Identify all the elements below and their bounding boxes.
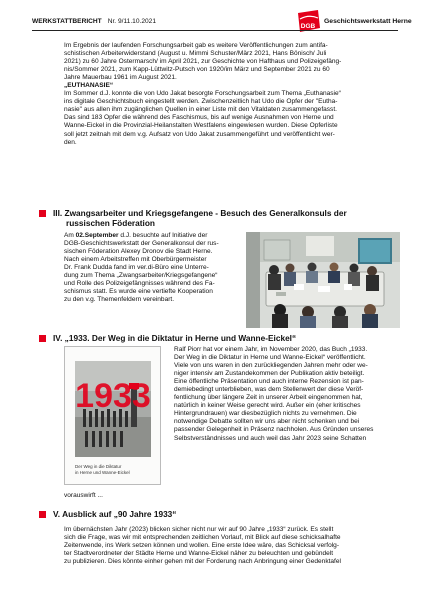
heading-line: III. Zwangsarbeiter und Kriegsgefangene - Besuch des Generalkonsuls der: [53, 208, 347, 218]
text-line: Das sind 183 Opfer die während des Faschismus, bis auf wenige Ausnahmen von Herne und: [64, 114, 334, 122]
book-paragraph-closing: [64, 492, 398, 500]
text-line: und Rolle des Polizeigefängnisses während des Fa-: [64, 280, 215, 288]
text-line: Eine öffentliche Präsentation und auch interne Rezension ist pan-: [174, 378, 364, 386]
text-line: vorauswirft ...: [64, 492, 103, 499]
text-line: sischen Föderation Alexey Dronov die Stadt Herne.: [64, 248, 213, 256]
text-line: fentlichung über längere Zeit in unserer Arbeit eingenommen hat,: [174, 394, 363, 402]
text-line: sich die Frage, was wir mit entsprechenden zeitlichen Vorlauf, mit Blick auf diese schicksalhafte: [64, 534, 341, 542]
organization-name: Geschichtswerkstatt Herne: [324, 18, 412, 25]
text-line: ter Stadtverordneter der Städte Herne und Wanne-Eickel näher zu beleuchten und gebündelt: [64, 550, 334, 558]
consul-visit-paragraph: [64, 232, 244, 304]
section-bullet: [39, 511, 46, 518]
intro-paragraph: [64, 42, 398, 147]
header-divider: [32, 30, 398, 31]
text-line: Viele von uns waren in den zurückliegenden Jahren mehr oder we-: [174, 362, 368, 370]
book-cover-illustration: [65, 347, 161, 485]
meeting-photo: [246, 232, 400, 328]
text-line: 2021) zu 60 Jahre Ostermarsch/ im April 2021, zur Geschichte von Hafthaus und Polizeigefäng-: [64, 58, 342, 66]
issue-number: Nr. 9/11.10.2021: [107, 18, 156, 25]
text-line: zu publizieren. Dies könnte einher gehen mit der Forderung nach Anbringung einer Gedenktafel: [64, 558, 341, 566]
section-bullet: [39, 335, 46, 342]
meeting-photo-illustration: [246, 232, 400, 328]
outlook-paragraph: [64, 526, 398, 566]
text-line: DGB-Geschichtswerkstatt der Generalkonsul der rus-: [64, 240, 219, 248]
text-line: Nach einem Arbeitstreffen mit Oberbürgermeister: [64, 256, 207, 264]
logo-text: DGB: [300, 23, 316, 30]
report-title: WERKSTATTBERICHT: [32, 18, 102, 25]
text-line: demiebedingt unterblieben, was dem Stellenwert der diese Veröf-: [174, 386, 364, 394]
text-line: Der Weg in die Diktatur in Herne und Wanne-Eickel“ veröffentlicht.: [174, 354, 366, 362]
section-heading-zwangsarbeiter: [39, 208, 399, 229]
text-line: Selbstverständnisses und auch weil das Jahr 2023 seine Schatten: [174, 434, 367, 442]
text-line: schistischen Arbeiterwiderstand (August u. Mimmi Schuster/März 2021, Hans Bönisch/ Juli: [64, 50, 327, 58]
text-line: nasie" aus allen ihm zugänglichen Quellen in einer Liste mit den Vitaldaten zusammengefasst.: [64, 106, 337, 114]
heading-line: IV. „1933. Der Weg in die Diktatur in Herne und Wanne-Eickel“: [53, 333, 297, 343]
text-line: soll jetzt zeitnah mit dem v.g. Aufsatz von Udo Jakat zusammengeführt und veröffentlicht wer-: [64, 130, 335, 138]
text-line: passender Gelegenheit in Präsenz nachholen. Aus Gründen unseres: [174, 426, 374, 434]
book-cover-1933: [64, 346, 161, 485]
visit-date: 02.September: [75, 232, 119, 239]
text-fragment: d.J. besuchte auf Initiative der: [118, 232, 208, 239]
text-line: niger intensiv am Zustandekommen der Publikation aktiv beteiligt.: [174, 370, 365, 378]
book-caption-line: Der Weg in die Diktatur: [75, 464, 122, 469]
text-line: Im übernächsten Jahr (2023) blicken sicher nicht nur wir auf 90 Jahre „1933“ zurück. Es stellt: [64, 526, 334, 533]
text-line: ins digitale Geschichtsbuch eingestellt werden. Zwischenzeitlich hat Udo die Opfer der "Eutha-: [64, 98, 338, 106]
section-bullet: [39, 210, 46, 217]
text-line: dung zum Thema „Zwangsarbeiter/Kriegsgefangene“: [64, 272, 218, 280]
heading-line: russischen Föderation: [66, 218, 155, 229]
text-line: Im Ergebnis der laufenden Forschungsarbeit gab es weitere Veröffentlichungen zum antifa-: [64, 42, 328, 49]
text-line: Im Sommer d.J. konnte die von Udo Jakat besorgte Forschungsarbeit zum Thema „Euthanasie“: [64, 90, 341, 98]
euthanasie-title: „EUTHANASIE“: [64, 82, 114, 90]
heading-line: V. Ausblick auf „90 Jahre 1933“: [53, 509, 177, 519]
text-line: Dr. Frank Dudda fand im ver.di-Büro eine Unterre-: [64, 264, 209, 272]
page-header: [32, 8, 412, 36]
text-line: schismus statt. Es wurde eine vertiefte Kooperation: [64, 288, 213, 296]
text-line: Jahre Mauerbau 1961 im August 2021.: [64, 74, 177, 82]
book-paragraph: [174, 346, 400, 443]
dgb-logo: [298, 10, 320, 32]
text-line: den.: [64, 138, 77, 146]
book-caption-line: in Herne und Wanne-Eickel: [75, 470, 130, 475]
text-line: natürlich in keiner Weise gerecht wird. Außer ein (eher kritisches: [174, 402, 361, 410]
text-line: Ralf Piorr hat vor einem Jahr, im November 2020, das Buch „1933.: [174, 346, 368, 353]
text-fragment: Am: [64, 232, 76, 239]
book-title-number: 1933: [75, 377, 151, 415]
section-heading-1933: [39, 333, 399, 343]
text-line: nis/Sommer 2021, zum Kapp-Lüttwitz-Putsch von 1920/im März und September 2021 zu 60: [64, 66, 330, 74]
text-line: Hintergrundrauen) war diesbezüglich nichts zu vernehmen. Die: [174, 410, 357, 418]
text-line: zu den v.g. Themenfeldern vereinbart.: [64, 296, 175, 304]
text-line: notwendige Debatte sollten wir uns aber nicht schenken und bei: [174, 418, 360, 426]
text-line: Zeitenwende, ins Werk setzen können und wollen. Eine erste Idee wäre, das Schicksal verfolg-: [64, 542, 339, 550]
text-line: [64, 232, 244, 240]
text-line: Wanne-Eickel in die Provinzial-Heilanstalten Westfalens eingewiesen wurden. Diese Opferliste: [64, 122, 338, 130]
report-label: [32, 18, 156, 25]
section-heading-ausblick: [39, 509, 399, 519]
